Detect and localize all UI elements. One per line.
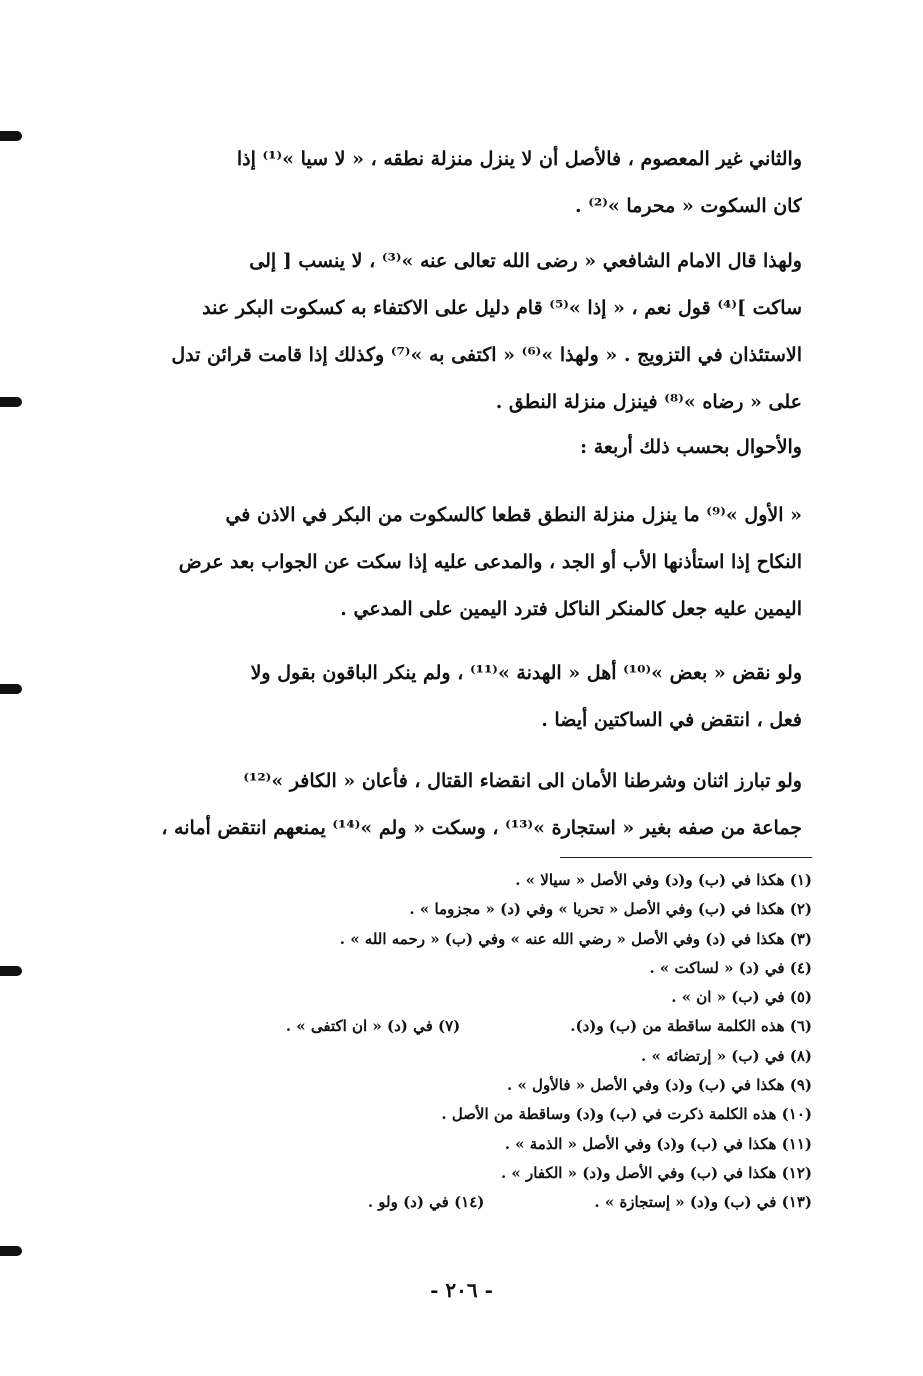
text-line: اليمين عليه جعل كالمنكر الناكل فترد اليمين على المدعي . xyxy=(340,598,802,620)
text-line: على « رضاه »⁽⁸⁾ فينزل منزلة النطق . xyxy=(495,391,802,413)
page-number: - ٢٠٦ - xyxy=(430,1278,493,1302)
paragraph-1 xyxy=(110,136,802,230)
footnote: (١٠) هذه الكلمة ذكرت في (ب) و(د) وساقطة من الأصل . xyxy=(441,1105,812,1124)
text-line: ولهذا قال الامام الشافعي « رضى الله تعالى عنه »⁽³⁾ ، لا ينسب [ إلى xyxy=(249,250,802,272)
footnotes xyxy=(140,866,812,1218)
footnote: (١) هكذا في (ب) و(د) وفي الأصل « سيالا » . xyxy=(515,871,812,889)
footnote: (٧) في (د) « ان اكتفى » . xyxy=(285,1017,461,1036)
scan-mark xyxy=(0,397,22,407)
text-line: والثاني غير المعصوم ، فالأصل أن لا ينزل منزلة نطقه ، « لا سيا »⁽¹⁾ إذا xyxy=(236,148,802,170)
text-line: جماعة من صفه بغير « استجارة »⁽¹³⁾ ، وسكت « ولم »⁽¹⁴⁾ يمنعهم انتقض أمانه ، xyxy=(161,817,802,839)
footnote-row xyxy=(140,1012,812,1041)
text-line: ساكت ]⁽⁴⁾ قول نعم ، « إذا »⁽⁵⁾ قام دليل على الاكتفاء به كسكوت البكر عند xyxy=(202,297,802,319)
footnote: (٨) في (ب) « إرتضائه » . xyxy=(641,1046,812,1065)
text-line: ولو تبارز اثنان وشرطنا الأمان الى انقضاء القتال ، فأعان « الكافر »⁽¹²⁾ xyxy=(243,770,802,792)
scan-mark xyxy=(0,131,22,141)
text-line: فعل ، انتقض في الساكتين أيضا . xyxy=(541,709,802,731)
text-line: الاستئذان في التزويج . « ولهذا »⁽⁶⁾ « اكتفى به »⁽⁷⁾ وكذلك إذا قامت قرائن تدل xyxy=(171,344,802,366)
text-line: كان السكوت « محرما »⁽²⁾ . xyxy=(575,195,802,217)
footnote: (١٤) في (د) ولو . xyxy=(367,1193,485,1212)
footnote: (١٢) هكذا في (ب) وفي الأصل و(د) « الكفار » . xyxy=(500,1163,812,1182)
footnote: (١١) هكذا في (ب) و(د) وفي الأصل « الذمة » . xyxy=(504,1134,812,1153)
scan-mark xyxy=(0,966,22,976)
scan-mark xyxy=(0,1246,22,1256)
footnote: (٢) هكذا في (ب) وفي الأصل « تحريا » وفي (د) « مجزوما » . xyxy=(409,900,812,919)
text-line: والأحوال بحسب ذلك أربعة : xyxy=(580,436,802,458)
scan-mark xyxy=(0,684,22,694)
text-line: ولو نقض « بعض »⁽¹⁰⁾ أهل « الهدنة »⁽¹¹⁾ ، ولم ينكر الباقون بقول ولا xyxy=(250,662,802,684)
text-line: النكاح إذا استأذنها الأب أو الجد ، والمدعى عليه إذا سكت عن الجواب بعد عرض xyxy=(178,551,802,573)
footnote-row xyxy=(140,1188,812,1217)
paragraph-4 xyxy=(110,492,802,633)
text-line: « الأول »⁽⁹⁾ ما ينزل منزلة النطق قطعا كالسكوت من البكر في الاذن في xyxy=(225,504,802,526)
footnote-divider xyxy=(560,857,812,858)
paragraph-3 xyxy=(110,424,802,471)
paragraph-2 xyxy=(110,238,802,426)
paragraph-5 xyxy=(110,650,802,744)
footnote: (٣) هكذا في (د) وفي الأصل « رضي الله عنه » وفي (ب) « رحمه الله » . xyxy=(339,929,812,948)
footnote: (٤) في (د) « لساكت » . xyxy=(649,958,812,977)
footnote: (٦) هذه الكلمة ساقطة من (ب) و(د). xyxy=(570,1017,812,1036)
footnote: (١٣) في (ب) و(د) « إستجازة » . xyxy=(594,1193,812,1212)
paragraph-6 xyxy=(110,758,802,852)
footnote: (٩) هكذا في (ب) و(د) وفي الأصل « فالأول » . xyxy=(507,1076,812,1095)
footnote: (٥) في (ب) « ان » . xyxy=(671,988,812,1007)
